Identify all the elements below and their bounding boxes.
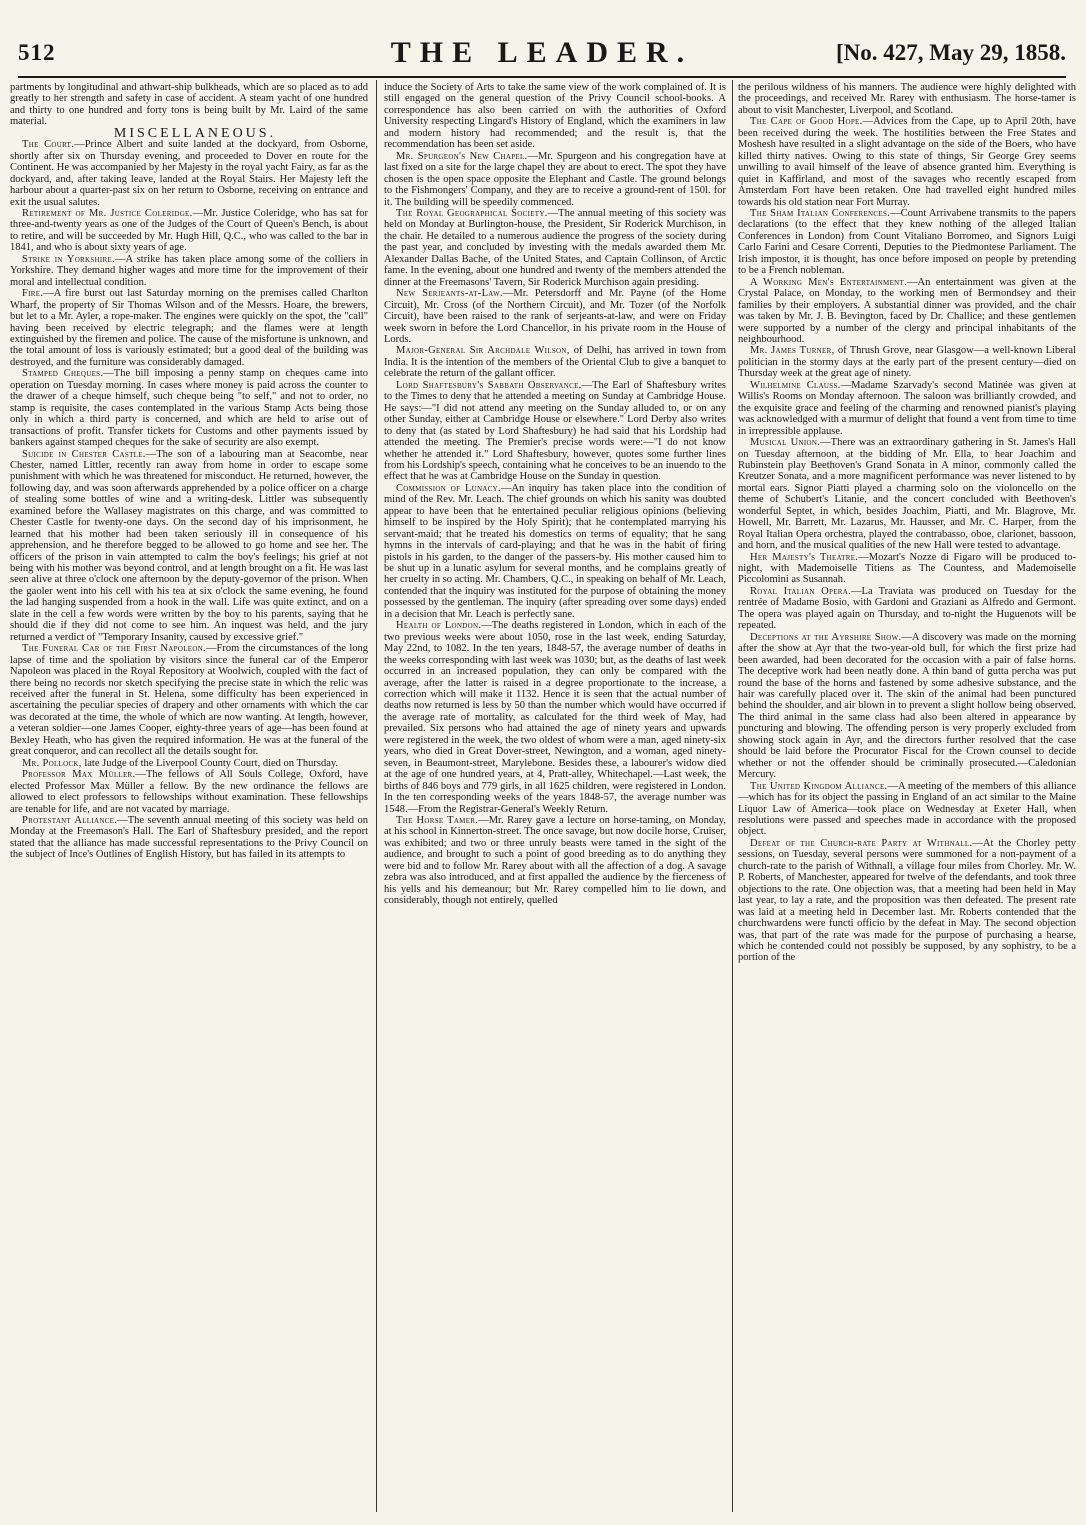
masthead-rule [18, 76, 1066, 78]
article-text: late Judge of the Liverpool County Court, died on Thursday. [81, 757, 339, 769]
article-paragraph [10, 208, 368, 254]
column-divider [376, 80, 377, 1512]
article-paragraph [738, 380, 1076, 437]
article-paragraph [10, 288, 368, 368]
article-text: —Prince Albert and suite landed at the dockyard, from Osborne, shortly after six on Thursday evening, and proceeded to Dover en route for the Continent. He was accompanied by her Majesty in the royal yacht Fairy, as far as the dockyard, and, after taking leave, landed at the Royal Stairs. Her Majesty left the harbour about a quarter-past six on her return to Osborne, receiving on entrance and exit the usual salutes. [10, 139, 368, 208]
article-text: —Mr. Justice Coleridge, who has sat for three-and-twenty years as one of the Judges of the Court of Queen's Bench, is about to retire, and will be succeeded by Mr. Hugh Hill, Q.C., who was called to the bar in 1841, and who is about sixty years of age. [10, 207, 368, 254]
column-3 [738, 82, 1076, 1510]
page-number: 512 [18, 40, 56, 65]
article-headline: The Cape of Good Hope. [750, 116, 863, 128]
article-paragraph [738, 345, 1076, 379]
article-paragraph [384, 483, 726, 620]
article-text: —Mr. Petersdorff and Mr. Payne (of the Home Circuit), Mr. Cross (of the Northern Circuit), and Mr. Tozer (of the Norfolk Circuit), have been raised to the rank of serjeants-at-law, and were on Friday week sworn in before the Lord Chancellor, in his private room in the House of Lords. [384, 288, 726, 345]
article-headline: The United Kingdom Alliance. [750, 780, 888, 792]
section-heading: MISCELLANEOUS. [113, 125, 277, 141]
article-text: —The Earl of Shaftesbury writes to the Times to deny that he attended a meeting on Sunday at Cambridge House. He says:—"I did not attend any meeting on the Sunday alluded to, or on any other Sunday, either at Cambridge House or elsewhere." Lord Derby also writes to deny that (as stated by Lord Shaftesbury) he had said that his Lordship had attended the meeting. The Premier's precise words were:—"I do not know whether he attended it." Lord Shaftesbury, however, quotes some further lines from his Lordship's speech, containing what he conceives to be an inuendo to the effect that he was at Cambridge House on the Sunday in question. [384, 379, 726, 483]
article-text: induce the Society of Arts to take the same view of the work complained of. It is still engaged on the general question of the Privy Council school-books. A correspondence has also been carried on with the authorities of Oxford University respecting Lingard's History of England, which the examiners in law and modern history had recommended; and the result is, that the recommendation has been set aside. [384, 82, 726, 151]
column-1 [10, 82, 368, 1510]
article-text: —Mozart's Nozze di Figaro will be produced to-night, with Mademoiselle Titiens as The Countess, and Mademoiselle Piccolomini as Susannah. [738, 551, 1076, 586]
article-headline: Her Majesty's Theatre. [750, 551, 859, 563]
article-headline: Commission of Lunacy. [396, 482, 501, 494]
article-paragraph [738, 838, 1076, 964]
article-headline: The Horse Tamer. [396, 815, 479, 826]
article-headline: Professor Max Müller. [22, 769, 136, 781]
column-divider [732, 80, 733, 1512]
article-text: —Madame Szarvady's second Matinée was given at Willis's Rooms on Monday afternoon. The saloon was brilliantly crowded, and the exquisite grace and feeling of the charming and renowned pianist's playing was acknowledged with a murmur of delight that found a vent from time to time in irrepressible applause. [738, 379, 1076, 437]
article-paragraph [384, 208, 726, 288]
article-text: partments by longitudinal and athwart-ship bulkheads, which are so placed as to add greatly to her strength and safety in case of accident. A steam yacht of one hundred and thirty to one hundred and forty tons is being built by Mr. Laird of the same material. [10, 82, 368, 128]
article-text: —Advices from the Cape, up to April 20th, have been received during the week. The hostilities between the Free States and Moshesh have resulted in a slight advantage on the side of the Boers, who have killed thirty natives. Owing to this state of things, Sir George Grey seems unwilling to avail himself of the leave of absence granted him. Everything is quiet in Kaffirland, and most of the savages who recently escaped from Amsterdam Fort have been retaken. One had travelled eight hundred miles towards his old station near Fort Murray. [738, 116, 1076, 208]
article-text: —A strike has taken place among some of the colliers in Yorkshire. They demand higher wages and more time for the improvement of their moral and intellectual condition. [10, 253, 368, 288]
article-text: —Count Arrivabene transmits to the papers declarations (to the effect that they knew nothing of the alleged Italian Conferences in London) from Count Vitaliano Borromeo, and Signors Luigi Carlo Farini and Cesare Correnti, Deputies to the Piedmontese Parliament. The Irish impostor, it is thought, has once before imposed on people by pretending to be a French nobleman. [738, 207, 1076, 277]
article-headline: The Sham Italian Conferences. [750, 207, 891, 219]
article-headline: Mr. Pollock, [22, 757, 82, 769]
article-headline: The Funeral Car of the First Napoleon. [22, 643, 206, 655]
article-text: —An entertainment was given at the Crystal Palace, on Monday, to the working men of Bermondsey and their families by their employers. A substantial dinner was provided, and the chair was taken by Mr. J. B. Bevington, faced by Dr. Challice; and these gentlemen were supported by a number of the clergy and principal inhabitants of the neighbourhood. [738, 276, 1076, 345]
article-text: —The fellows of All Souls College, Oxford, have elected Professor Max Müller a fellow. By the new ordinance the fellows are allowed to elect professors to fellowships without examination. These fellowships are tenable for life, and are not vacated by marriage. [10, 769, 368, 815]
article-paragraph [384, 82, 726, 151]
article-paragraph [384, 345, 726, 379]
article-text: —A fire burst out last Saturday morning on the premises called Charlton Wharf, the property of Sir Thomas Wilson and of the Messrs. Hoare, the brewers, but let to a Mr. Ayler, a rope-maker. The engines were quickly on the spot, the "call" having been received by electric telegraph; and the flames were at length extinguished by the firemen and police. The cause of the misfortune is unknown, and the total amount of loss is variously estimated; but a good deal of the building was destroyed, and the furniture was considerably damaged. [10, 288, 368, 368]
article-paragraph [738, 437, 1076, 552]
article-text: of Delhi, has arrived in town from India. It is the intention of the members of the Oriental Club to give a banquet to celebrate the return of the gallant officer. [384, 345, 726, 380]
article-paragraph [10, 139, 368, 208]
article-text: —Mr. Spurgeon and his congregation have at last fixed on a site for the large chapel they are about to erect. The spot they have chosen is the open space opposite the Elephant and Castle. The ground belongs to the Fishmongers' Company, and they are to receive a ground-rent of 150l. for it. The building will be speedily commenced. [384, 150, 726, 208]
article-paragraph [10, 643, 368, 758]
article-paragraph [10, 449, 368, 644]
article-headline: The Court. [22, 139, 75, 151]
article-paragraph [384, 151, 726, 208]
article-text: —From the circumstances of the long lapse of time and the spoliation by visitors since the funeral car of the Emperor Napoleon was placed in the Royal Repository at Woolwich, coupled with the fact of there being no records nor sketch specifying the precise state in which the relic was received after the funeral in St. Helena, some difficulty has been experienced in ascertaining the peculiar species of drapery and other ornaments with which the car was decorated at the time, the whole of which are now wanting. At length, however, a veteran soldier—one James Cooper, eighty-three years of age—has been found at Bexley Heath, who has given the required information. He was at the funeral of the great conqueror, and can recollect all the details sought for. [10, 643, 368, 758]
article-paragraph [10, 368, 368, 448]
article-headline: Royal Italian Opera. [750, 585, 852, 597]
article-headline: Protestant Alliance. [22, 815, 118, 826]
article-headline: Strike in Yorkshire. [22, 253, 116, 265]
article-paragraph [738, 208, 1076, 277]
article-paragraph [738, 632, 1076, 781]
article-text: —There was an extraordinary gathering in St. James's Hall on Tuesday afternoon, at the bidding of Mr. Ella, to hear Joachim and Rubinstein play Beethoven's Grand Sonata in A minor, commonly called the Kreutzer Sonata, and a more magnificent performance was never listened to by mortal ears. Signor Piatti played a charming solo on the violoncello on the theme of Schubert's Litanie, and the concert concluded with Beethoven's wonderful Septet, in which, besides Joachim, Piatti, and Mr. Blagrove, Mr. Howell, Mr. Barrett, Mr. Lazarus, Mr. Hausser, and Mr. C. Harper, from the Royal Italian Opera orchestra, played the contrabasso, oboe, clarionet, bassoon, and horn, and the musical qualities of the new Hall were tested to advantage. [738, 437, 1076, 552]
article-paragraph [384, 620, 726, 815]
newspaper-title: THE LEADER. [390, 36, 694, 69]
article-paragraph [738, 116, 1076, 208]
article-paragraph [384, 288, 726, 345]
article-text: —The seventh annual meeting of this society was held on Monday at the Freemason's Hall. The Earl of Shaftesbury presided, and the report stated that the alliance has made successful representations to the Privy Council on the subject of Ince's Outlines of English History, but has failed in its attempts to [10, 815, 368, 861]
article-text: —An inquiry has taken place into the condition of mind of the Rev. Mr. Leach. The chief grounds on which his sanity was doubted appear to have been that he entertained peculiar religious opinions (believing himself to be inspired by the Holy Spirit); that he contemplated marrying his servant-maid; that he treated his domestics on terms of equality; that he sang hymns in the intervals of card-playing; and that he was in the habit of firing pistols in his garden, to the danger of the passers-by. His mother caused him to be shut up in a lunatic asylum for several months, and he complains greatly of her cruelty in so acting. Mr. Chambers, Q.C., in speaking on behalf of Mr. Leach, contended that the inquiry was instituted for the purpose of obtaining the money possessed by the gentleman. The inquiry (after spreading over some days) ended in a decision that Mr. Leach is perfectly sane. [384, 482, 726, 620]
article-paragraph [738, 586, 1076, 632]
article-headline: Mr. James Turner, [750, 345, 835, 357]
issue-info: [No. 427, May 29, 1858. [836, 40, 1066, 65]
article-headline: Major-General Sir Archdale Wilson, [396, 345, 570, 357]
article-paragraph [384, 380, 726, 483]
article-paragraph [738, 277, 1076, 346]
masthead [18, 30, 1066, 76]
article-paragraph [738, 552, 1076, 586]
article-text: the perilous wildness of his manners. The audience were highly delighted with the proceedings, and received Mr. Rarey with enthusiasm. The horse-tamer is about to visit Manchester, Liverpool, and Scotland. [738, 82, 1076, 116]
article-paragraph [10, 82, 368, 128]
column-2 [384, 82, 726, 1510]
article-paragraph [738, 82, 1076, 116]
article-text: —The son of a labouring man at Seacombe, near Chester, named Littler, recently ran away from home in order to escape some punishment with which he was threatened for misconduct. He returned, however, the following day, and was soon afterwards apprehended by a police officer on a charge of stealing some bottles of wine and a writing-desk. Littler was subsequently examined before the Wallasey magistrates on this charge, and was committed to Chester Castle for twenty-one days. On the second day of his imprisonment, he learned that his mother had been taken seriously ill in consequence of his apprehension, and he therefore begged to be allowed to go home and see her. The officers of the prison in vain attempted to calm the boy's feelings; his grief at not being with his mother was beyond control, and at length brought on a fit. He was last seen alive at three o'clock one afternoon by the deputy-governor of the prison. When the gaoler went into his cell with his tea at six o'clock the same evening, he found the lad hanging suspended from a hook in the wall. Life was quite extinct, and on a slate in the cell a few words were written by the boy to his parents, saying that he should die if they did not come to see him. An inquest was held, and the jury returned a verdict of "Temporary Insanity, caused by excessive grief." [10, 448, 368, 643]
article-paragraph [10, 758, 368, 769]
article-text: —The annual meeting of this society was held on Monday at Burlington-house, the President, Sir Roderick Murchison, in the chair. He detailed to a numerous audience the progress of the society during the past year, and concluded by investing with the medals awarded them Mr. Alexander Dallas Bache, of the United States, and Captain Collinson, of Arctic fame. In the evening, about one hundred and twenty of the members attended the dinner at the Freemasons' Tavern, Sir Roderick Murchison again presiding. [384, 207, 726, 288]
article-headline: Health of London. [396, 620, 482, 632]
article-paragraph [10, 815, 368, 861]
article-paragraph [738, 781, 1076, 838]
article-headline: Retirement of Mr. Justice Coleridge. [22, 207, 193, 219]
article-headline: Defeat of the Church-rate Party at Withnall. [750, 837, 973, 849]
article-headline: Fire. [22, 288, 44, 300]
article-text: —The deaths registered in London, which in each of the two previous weeks were about 1050, rose in the last week, ending Saturday, May 22nd, to 1082. In the ten years, 1848-57, the average number of deaths in the weeks corresponding with last week was 1030; but, as the deaths of last week occurred in an increased population, they can only be compared with the average, after the latter is raised in a degree proportionate to the increase, a correction which will make it 1132. Hence it is seen that the actual number of deaths now returned is less by 50 than the number which would have occurred if the average rate of mortality, as calculated for the third week of May, had prevailed. Six persons who had attained the age of ninety years and upwards were registered in the week, the two oldest of whom were a man, aged ninety-six years, who died in Great Dover-street, Newington, and a woman, aged ninety-seven, in Beaumont-street, Marylebone. Besides these, a labourer's widow died at the age of one hundred years, at 4, Pratt-alley, Whitechapel.—Last week, the births of 846 boys and 779 girls, in all 1625 children, were registered in London. In the ten corresponding weeks of the years 1848-57, the average number was 1548.—From the Registrar-General's Weekly Return. [384, 620, 726, 815]
article-text: —At the Chorley petty sessions, on Tuesday, several persons were summoned for a non-payment of a church-rate to the parish of Withnall, a village four miles from Chorley. Mr. W. P. Roberts, of Manchester, appeared for twelve of the defendants, and took three objections to the rate. One objection was, that a meeting had been held in May last year, to lay a rate, and the proposition was then defeated. The present rate was laid at a meeting held in December last. Mr. Roberts contended that the churchwardens were functi officio by the defeat in May. The second objection was, that part of the rate was made for the purpose of purchasing a hearse, which he contended could not possibly be supposed, by any sophistry, to be a portion of the [738, 837, 1076, 964]
article-headline: New Serjeants-at-Law. [396, 288, 503, 300]
article-text: —The bill imposing a penny stamp on cheques came into operation on Tuesday morning. In cases where money is paid across the counter to the drawer of a cheque himself, such cheque being "to self," and not to order, no stamp is requisite, the cases contemplated in the various Stamp Acts being those only in which a third party is concerned, and which are held to arise out of transactions of profit. Transfer tickets for Customs and other payments issued by bankers against stamped cheques for the sake of security are also exempt. [10, 368, 368, 449]
article-text: —La Traviata was produced on Tuesday for the rentrée of Madame Bosio, with Gardoni and Graziani as Alfredo and Germont. The opera was played again on Thursday, and to-night the Huguenots will be repeated. [738, 585, 1076, 632]
article-headline: Musical Union. [750, 437, 821, 449]
article-text: —A meeting of the members of this alliance—which has for its object the passing in England of an act similar to the Maine Liquor Law of America—took place on Wednesday at Exeter Hall, when resolutions were passed and speeches made in accordance with the proposed object. [738, 780, 1076, 838]
article-headline: Deceptions at the Ayrshire Show. [750, 631, 902, 643]
article-headline: The Royal Geographical Society. [396, 207, 548, 219]
article-headline: Stamped Cheques. [22, 368, 104, 380]
article-text: of Thrush Grove, near Glasgow—a well-known Liberal politician in the stormy days at the early part of the present century—died on Thursday week at the great age of ninety. [738, 345, 1076, 380]
article-text: —A discovery was made on the morning after the show at Ayr that the two-year-old bull, for which the first prize had been awarded, had been decorated for the occasion with a pair of false horns. The deceptive work had been neatly done. A thin band of gutta percha was put round the base of the horns and fastened by some adhesive substance, and the hair was carefully placed over it. The skin of the animal had been punctured behind the shoulder, and air blown in to prevent a slight hollow being observed. The third animal in the same class had also been altered in appearance by puncturing and blowing. The offending person is very properly excluded from showing stock again in Ayr, and the directors further resolved that the case should be laid before the Procurator Fiscal for the Crown counsel to decide whether or not the offender should be criminally prosecuted.—Caledonian Mercury. [738, 631, 1076, 781]
article-headline: A Working Men's Entertainment. [750, 276, 908, 288]
article-text: —Mr. Rarey gave a lecture on horse-taming, on Monday, at his school in Kinnerton-street. The once savage, but now docile horse, Cruiser, was exhibited; and two or three unruly beasts were tamed in the sight of the audience, and brought to such a point of good breeding as to do anything they were bid and to follow Mr. Rarey about with all the affection of a dog. A savage zebra was also introduced, and at first appalled the audience by the fierceness of his yells and his demeanour; but Mr. Rarey compelled him to lie down, and considerably, though not entirely, quelled [384, 815, 726, 907]
article-paragraph [10, 769, 368, 815]
article-paragraph [384, 815, 726, 907]
article-headline: Suicide in Chester Castle. [22, 448, 146, 460]
article-headline: Mr. Spurgeon's New Chapel. [396, 150, 528, 162]
article-headline: Wilhelmine Clauss. [750, 379, 841, 391]
article-paragraph [10, 254, 368, 288]
article-headline: Lord Shaftesbury's Sabbath Observance. [396, 379, 582, 391]
